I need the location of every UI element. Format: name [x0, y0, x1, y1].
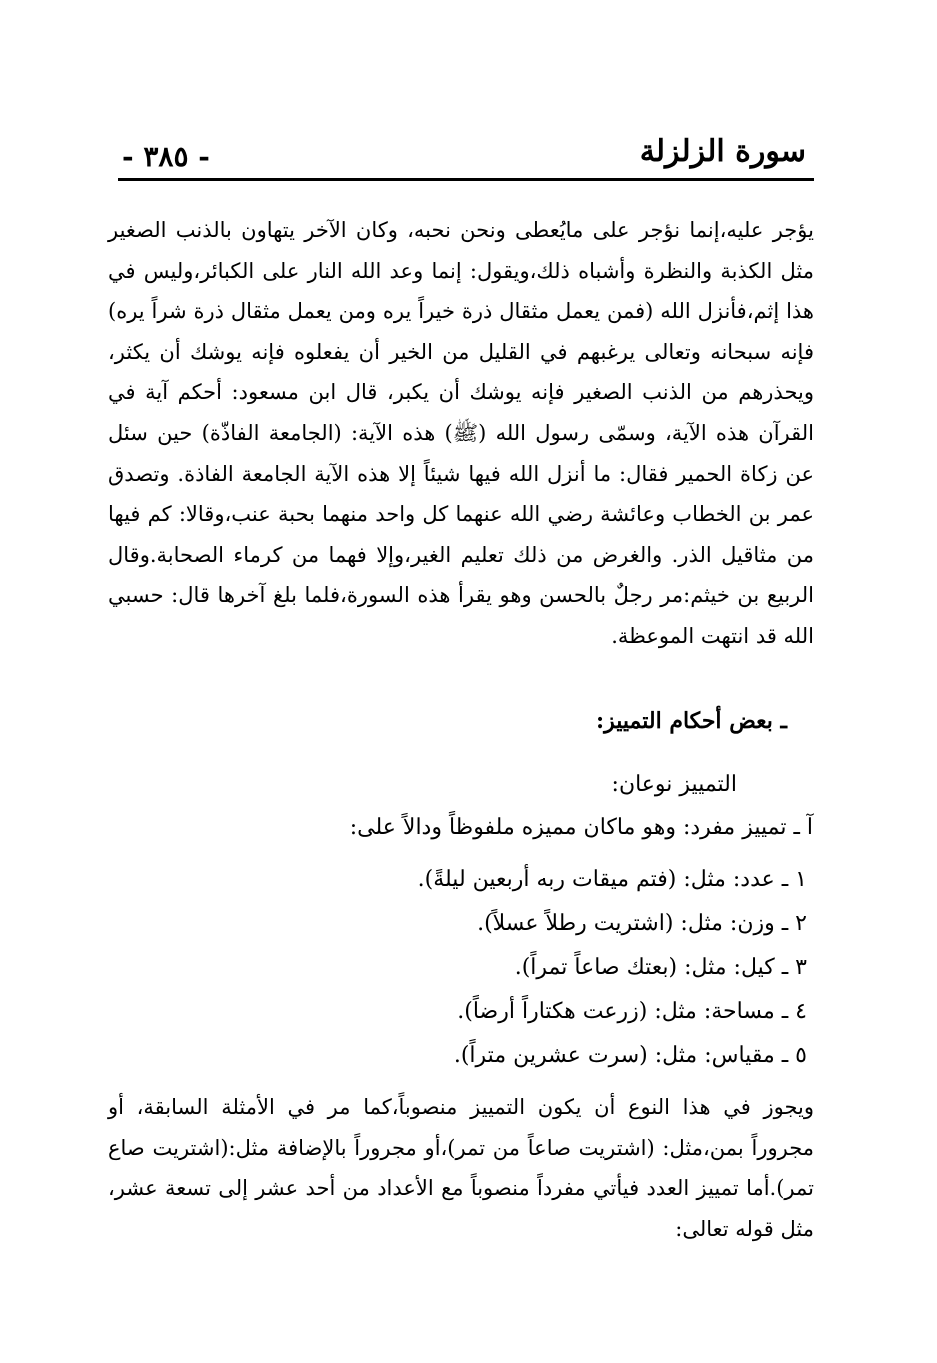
section-heading: ـ بعض أحكام التمييز:	[595, 708, 787, 734]
text-line: ويحذرهم من الذنب الصغير فإنه يوشك أن يكبر، قال ابن مسعود: أحكم آية في	[108, 380, 814, 405]
text-line: مجروراً بمن،مثل: (اشتريت صاعاً من تمر)،أو مجروراً بالإضافة مثل:(اشتريت صاع	[108, 1135, 814, 1160]
paragraph-1	[108, 210, 814, 657]
text-line: فإنه سبحانه وتعالى يرغبهم في القليل من الخير أن يفعلوه فإنه يوشك أن يكثر،	[108, 339, 814, 364]
type-a-definition: آ ـ تمييز مفرد: وهو ماكان مميزه ملفوظاً ودالاً على:	[349, 815, 813, 840]
text-line: مثل قوله تعالى:	[675, 1216, 814, 1241]
text-line: الربيع بن خيثم:مر رجلٌ بالحسن وهو يقرأ هذه السورة،فلما بلغ آخرها قال: حسبي	[108, 583, 814, 608]
text-line: ويجوز في هذا النوع أن يكون التمييز منصوباً،كما مر في الأمثلة السابقة، أو	[108, 1095, 814, 1119]
list-item: ١ ـ عدد: مثل: (فتم ميقات ربه أربعين ليلةً).	[417, 867, 807, 892]
page-header	[118, 128, 814, 178]
list-item: ٢ ـ وزن: مثل: (اشتريت رطلاً عسلاً).	[477, 911, 807, 936]
text-line: تمر).أما تمييز العدد فيأتي مفرداً منصوباً مع الأعداد من أحد عشر إلى تسعة عشر،	[108, 1176, 814, 1201]
text-line: عن زكاة الحمير فقال: ما أنزل الله فيها شيئاً إلا هذه الآية الجامعة الفاذة. وتصدق	[108, 461, 814, 486]
text-line: عمر بن الخطاب وعائشة رضي الله عنهما كل واحد منهما بحبة عنب،وقالا: كم فيها	[108, 502, 814, 527]
text-line: هذا إثم،فأنزل الله (فمن يعمل مثقال ذرة خيراً يره ومن يعمل مثقال ذرة شراً يره)	[108, 299, 814, 324]
text-line: الله قد انتهت الموعظة.	[611, 623, 814, 648]
text-line: مثل الكذبة والنظرة وأشباه ذلك،ويقول: إنما وعد الله النار على الكبائر،وليس في	[108, 258, 814, 283]
section-intro: التمييز نوعان:	[611, 772, 737, 797]
text-line: من مثاقيل الذر. والغرض من ذلك تعليم الغير،وإلا فهما من كرماء الصحابة.وقال	[108, 542, 814, 567]
examples-list	[418, 858, 807, 1078]
list-item: ٥ ـ مقياس: مثل: (سرت عشرين متراً).	[453, 1043, 807, 1068]
surah-title: سورة الزلزلة	[639, 134, 806, 169]
page-number: - ٣٨٥ -	[122, 140, 210, 173]
text-line: يؤجر عليه،إنما نؤجر على مايُعطى ونحن نحبه، وكان الآخر يتهاون بالذنب الصغير	[108, 218, 814, 242]
paragraph-2	[108, 1087, 814, 1249]
list-item: ٤ ـ مساحة: مثل: (زرعت هكتاراً أرضاً).	[457, 999, 807, 1024]
list-item: ٣ ـ كيل: مثل: (بعتك صاعاً تمراً).	[514, 955, 807, 980]
header-rule	[118, 178, 814, 181]
text-line: القرآن هذه الآية، وسمّى رسول الله (ﷺ) هذه الآية: (الجامعة الفاذّة) حين سئل	[108, 420, 814, 445]
